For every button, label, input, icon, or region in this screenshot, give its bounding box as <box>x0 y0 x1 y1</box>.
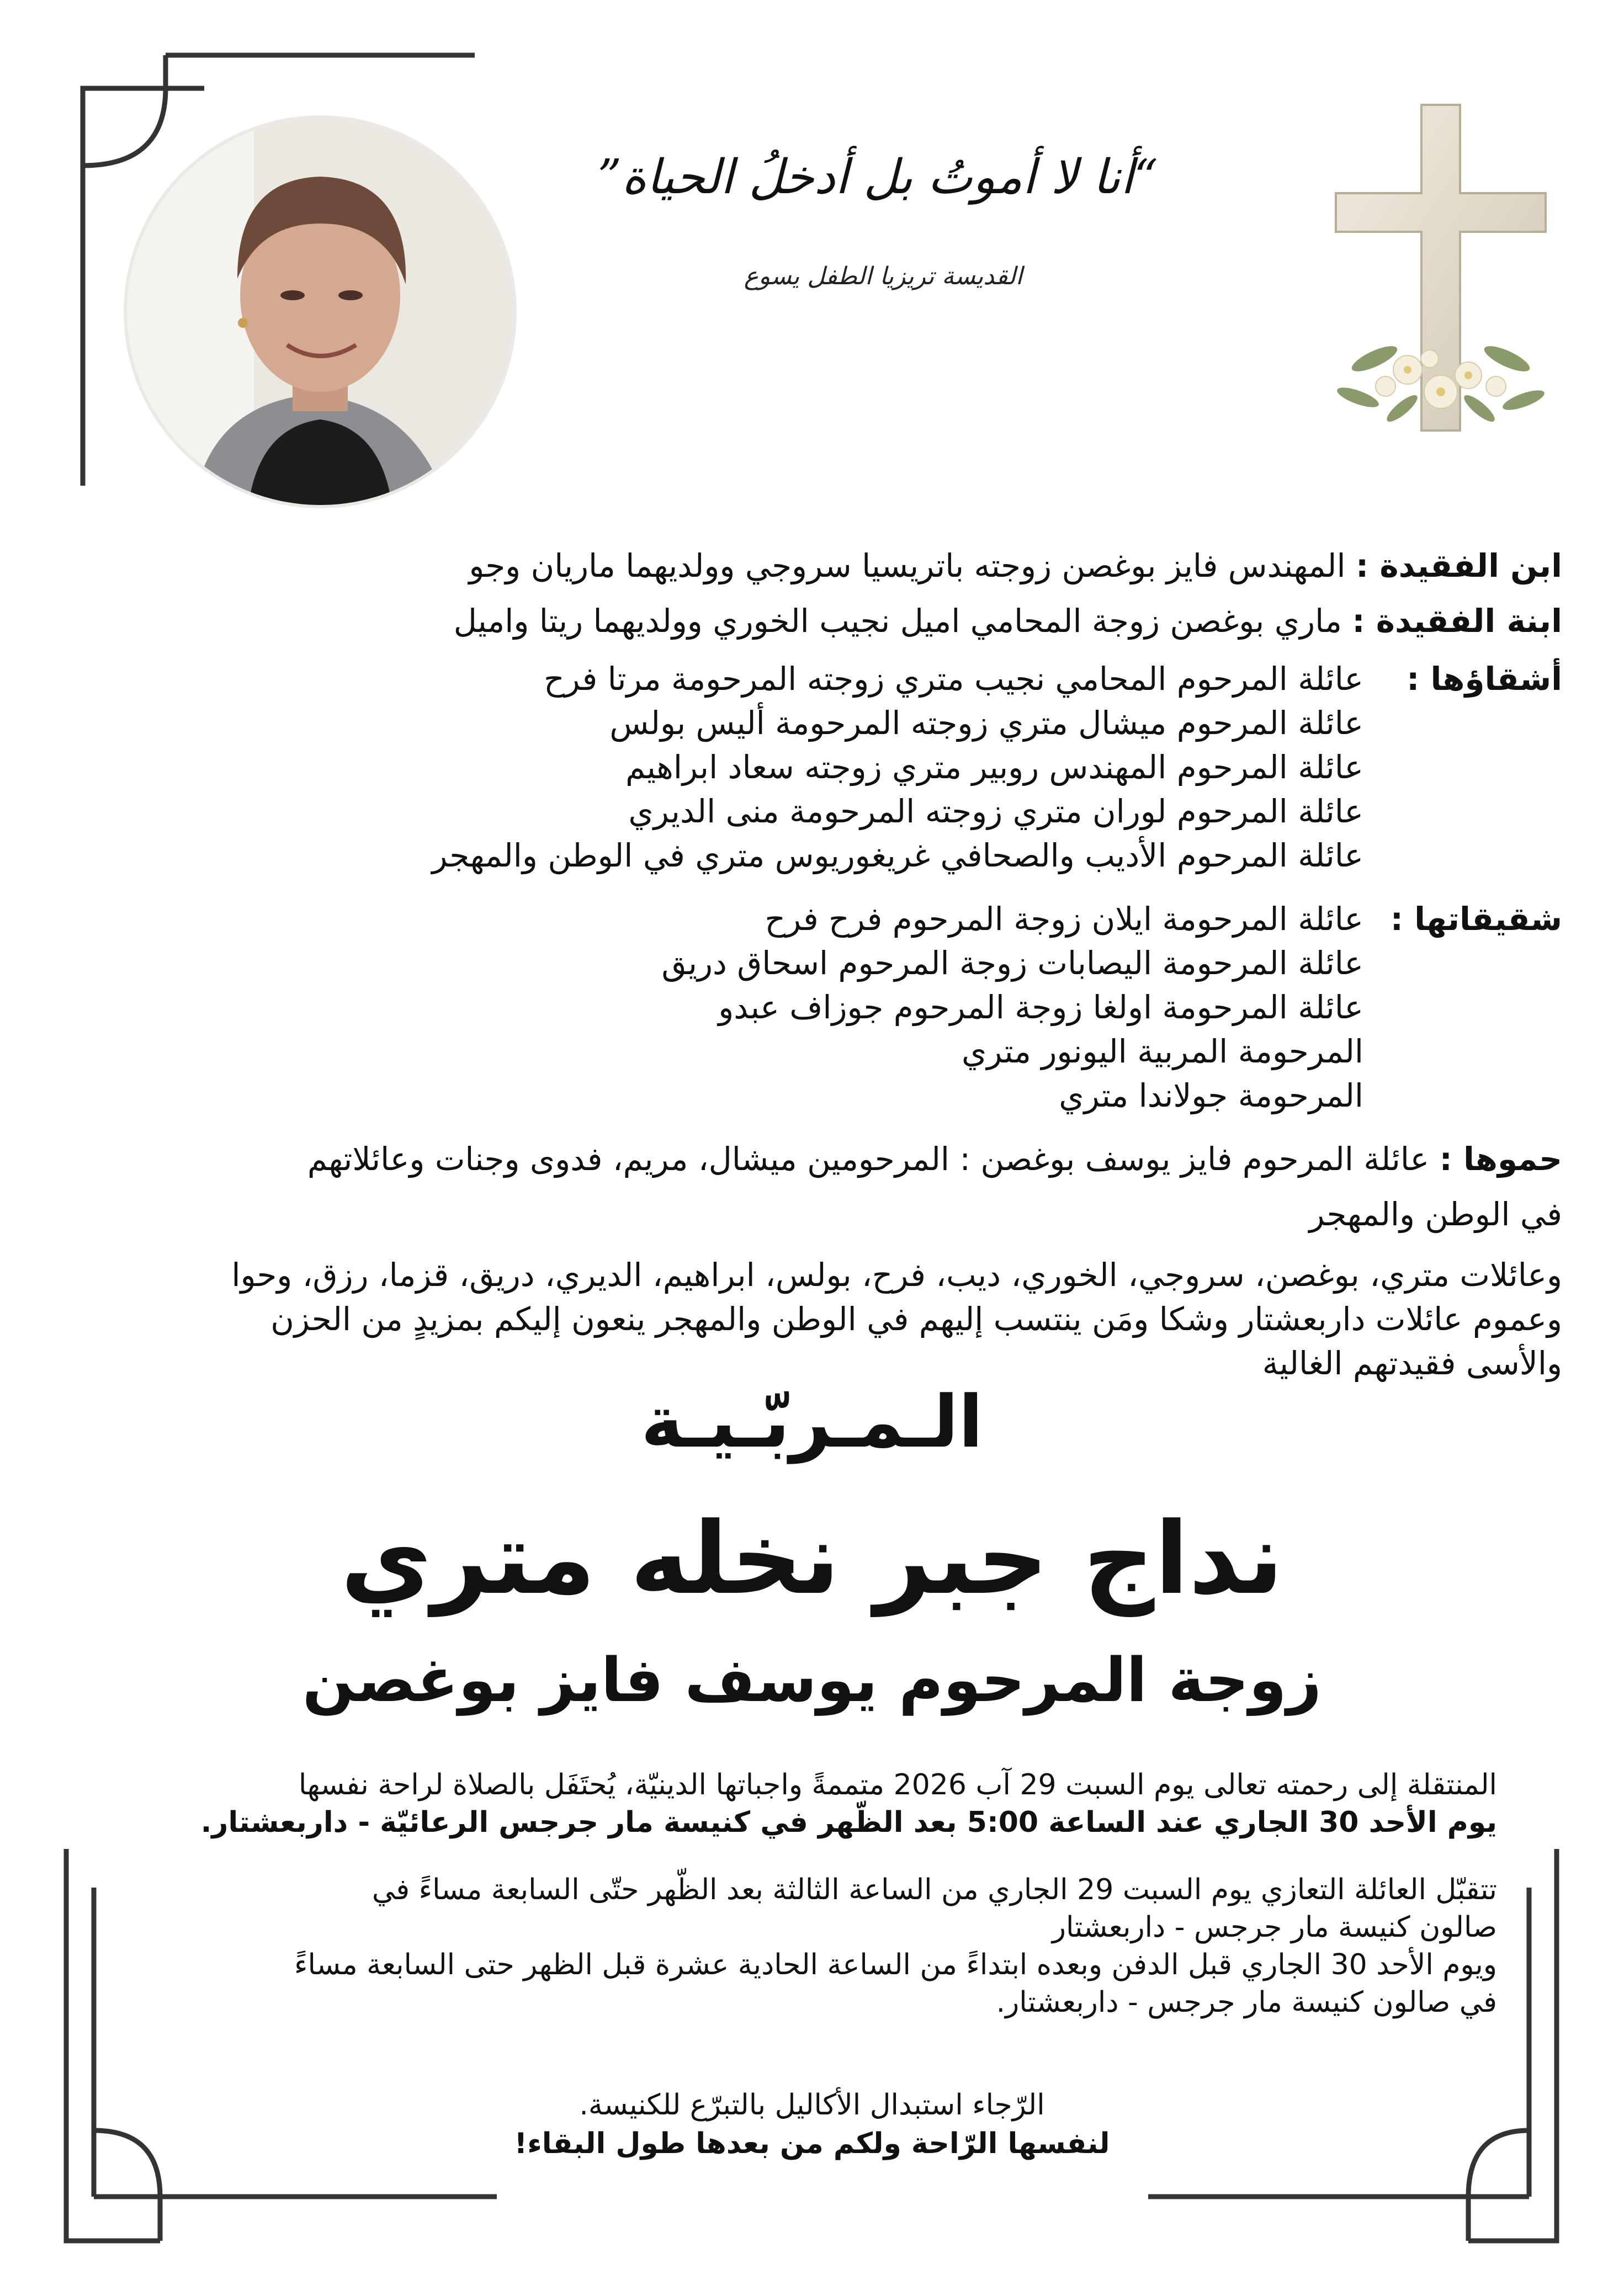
families-paragraph <box>39 1253 1562 1385</box>
condolences-line: تتقبّل العائلة التعازي يوم السبت 29 الجاري من الساعة الثالثة بعد الظّهر حتّى السابعة مساءً في <box>371 1873 1497 1906</box>
sisters-line: المرحومة المربية اليونور متري <box>961 1033 1363 1070</box>
in-laws-line-2: في الوطن والمهجر <box>1309 1195 1562 1233</box>
brothers-block <box>39 657 1562 889</box>
sisters-line: المرحومة جولاندا متري <box>1059 1077 1363 1114</box>
deceased-name: نداج جبر نخله متري <box>341 1501 1283 1617</box>
sisters-line: عائلة المرحومة اولغا زوجة المرحوم جوزاف عبدو <box>718 988 1363 1026</box>
quote-text: “أنا لا أموتُ بل أدخلُ الحياة” <box>597 150 1158 205</box>
sisters-block <box>39 897 1562 1129</box>
closing-blessing: لنفسها الرّاحة ولكم من بعدها طول البقاء! <box>514 2127 1110 2160</box>
brothers-line: عائلة المرحوم المحامي نجيب متري زوجته المرحومة مرتا فرح <box>544 660 1363 698</box>
in-laws-label: حموها : <box>1439 1140 1562 1178</box>
condolences-details <box>117 1871 1497 2021</box>
quote-author: القديسة تريزيا الطفل يسوع <box>744 262 1023 290</box>
funeral-details <box>117 1766 1497 1841</box>
sisters-line: عائلة المرحومة ايلان زوجة المرحوم فرح فرح <box>765 900 1363 938</box>
cross-icon <box>1314 99 1568 453</box>
brothers-line: عائلة المرحوم الأديب والصحافي غريغوريوس متري في الوطن والمهجر <box>432 837 1363 874</box>
daughter-line <box>454 599 1562 643</box>
son-label: ابن الفقيدة : <box>1356 547 1562 584</box>
funeral-line: المنتقلة إلى رحمته تعالى يوم السبت 29 آب 2026 متممةً واجباتها الدينيّة، يُحتَفَل بالصلاة لراحة نفسها <box>298 1768 1497 1801</box>
in-laws-line <box>307 1137 1562 1181</box>
funeral-line-bold: يوم الأحد 30 الجاري عند الساعة 5:00 بعد الظّهر في كنيسة مار جرجس الرعائيّة - داربعشتار. <box>200 1806 1497 1839</box>
families-line: وعموم عائلات داربعشتار وشكا ومَن ينتسب إليهم في الوطن والمهجر ينعون إليكم بمزيدٍ من الحزن <box>270 1300 1562 1338</box>
condolences-line: في صالون كنيسة مار جرجس - داربعشتار. <box>996 1986 1497 2019</box>
brothers-line: عائلة المرحوم لوران متري زوجته المرحومة منى الديري <box>628 793 1363 830</box>
sisters-list <box>662 897 1364 1118</box>
brothers-label: أشقاؤها : <box>1407 660 1562 698</box>
sisters-line: عائلة المرحومة اليصابات زوجة المرحوم اسحاق دريق <box>661 944 1363 982</box>
deceased-title: الـمـربّـيـة <box>641 1380 983 1464</box>
in-laws-text: عائلة المرحوم فايز يوسف بوغصن : المرحومين ميشال، مريم، فدوى وجنات وعائلاتهم <box>307 1140 1430 1178</box>
son-line <box>469 544 1562 588</box>
donation-request: الرّجاء استبدال الأكاليل بالتبرّع للكنيسة. <box>579 2088 1045 2122</box>
brothers-line: عائلة المرحوم ميشال متري زوجته المرحومة أليس بولس <box>609 704 1363 742</box>
portrait-photo <box>127 119 513 505</box>
son-text: المهندس فايز بوغصن زوجته باتريسيا سروجي وولديهما ماريان وجو <box>469 547 1346 584</box>
condolences-line: صالون كنيسة مار جرجس - داربعشتار <box>1052 1911 1497 1944</box>
families-line: وعائلات متري، بوغصن، سروجي، الخوري، ديب، فرح، بولس، ابراهيم، الديري، دريق، قزما، رزق، وحوا <box>231 1256 1562 1294</box>
deceased-spouse: زوجة المرحوم يوسف فايز بوغصن <box>302 1645 1322 1715</box>
brothers-line: عائلة المرحوم المهندس روبير متري زوجته سعاد ابراهيم <box>625 748 1363 786</box>
daughter-text: ماري بوغصن زوجة المحامي اميل نجيب الخوري وولديهما ريتا واميل <box>453 602 1342 640</box>
daughter-label: ابنة الفقيدة : <box>1352 602 1562 640</box>
families-line: والأسى فقيدتهم الغالية <box>1262 1344 1562 1382</box>
sisters-label: شقيقاتها : <box>1390 900 1562 938</box>
brothers-list <box>432 657 1363 878</box>
condolences-line: ويوم الأحد 30 الجاري قبل الدفن وبعده ابتداءً من الساعة الحادية عشرة قبل الظهر حتى السابعة مساءً <box>294 1948 1497 1981</box>
